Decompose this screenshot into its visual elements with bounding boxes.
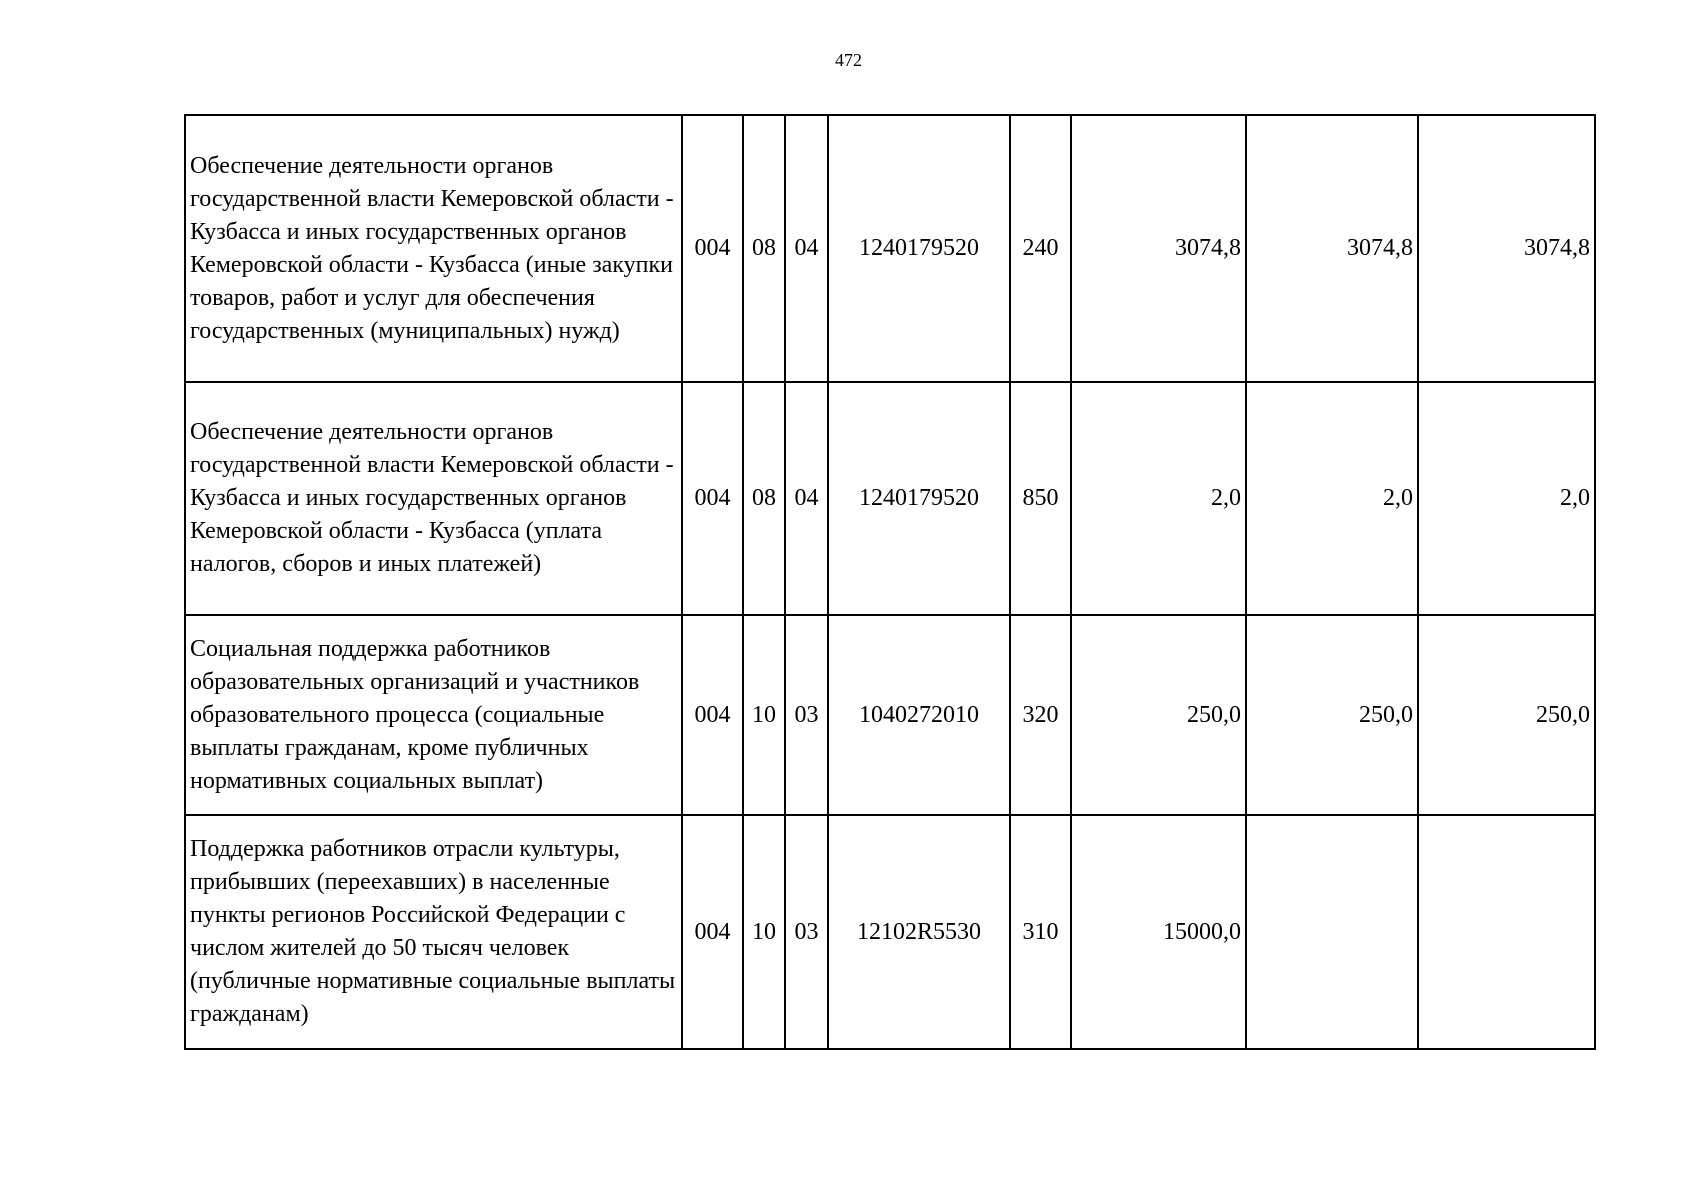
expense-type-code: 850 [1010,382,1071,615]
section-code: 10 [743,615,785,815]
amount-year-2 [1246,815,1418,1049]
ministry-code: 004 [682,815,743,1049]
target-article-code: 12102R5530 [828,815,1010,1049]
subsection-code: 04 [785,115,828,382]
expense-description: Обеспечение деятельности органов государственной власти Кемеровской области - Кузбасса и иных государственных органов Кемеровской области - Кузбасса (уплата налогов, сборов и иных платежей) [185,382,682,615]
target-article-code: 1040272010 [828,615,1010,815]
target-article-code: 1240179520 [828,115,1010,382]
table-row [185,615,1595,815]
amount-year-1: 15000,0 [1071,815,1246,1049]
amount-year-3 [1418,815,1595,1049]
amount-year-2: 250,0 [1246,615,1418,815]
amount-year-1: 2,0 [1071,382,1246,615]
subsection-code: 03 [785,615,828,815]
section-code: 08 [743,115,785,382]
expense-type-code: 310 [1010,815,1071,1049]
subsection-code: 04 [785,382,828,615]
table-row [185,382,1595,615]
expense-type-code: 240 [1010,115,1071,382]
subsection-code: 03 [785,815,828,1049]
expense-type-code: 320 [1010,615,1071,815]
table-row [185,115,1595,382]
ministry-code: 004 [682,382,743,615]
budget-table [184,114,1596,1050]
ministry-code: 004 [682,115,743,382]
amount-year-1: 3074,8 [1071,115,1246,382]
amount-year-1: 250,0 [1071,615,1246,815]
section-code: 08 [743,382,785,615]
amount-year-3: 250,0 [1418,615,1595,815]
table-row [185,815,1595,1049]
expense-description: Социальная поддержка работников образовательных организаций и участников образовательного процесса (социальные выплаты гражданам, кроме публичных нормативных социальных выплат) [185,615,682,815]
amount-year-2: 2,0 [1246,382,1418,615]
amount-year-3: 2,0 [1418,382,1595,615]
amount-year-2: 3074,8 [1246,115,1418,382]
amount-year-3: 3074,8 [1418,115,1595,382]
page-number: 472 [835,50,862,70]
expense-description: Поддержка работников отрасли культуры, прибывших (переехавших) в населенные пункты регионов Российской Федерации с числом жителей до 50 тысяч человек (публичные нормативные социальные выплаты гражданам) [185,815,682,1049]
ministry-code: 004 [682,615,743,815]
target-article-code: 1240179520 [828,382,1010,615]
expense-description: Обеспечение деятельности органов государственной власти Кемеровской области - Кузбасса и иных государственных органов Кемеровской области - Кузбасса (иные закупки товаров, работ и услуг для обеспечения государственных (муниципальных) нужд) [185,115,682,382]
section-code: 10 [743,815,785,1049]
